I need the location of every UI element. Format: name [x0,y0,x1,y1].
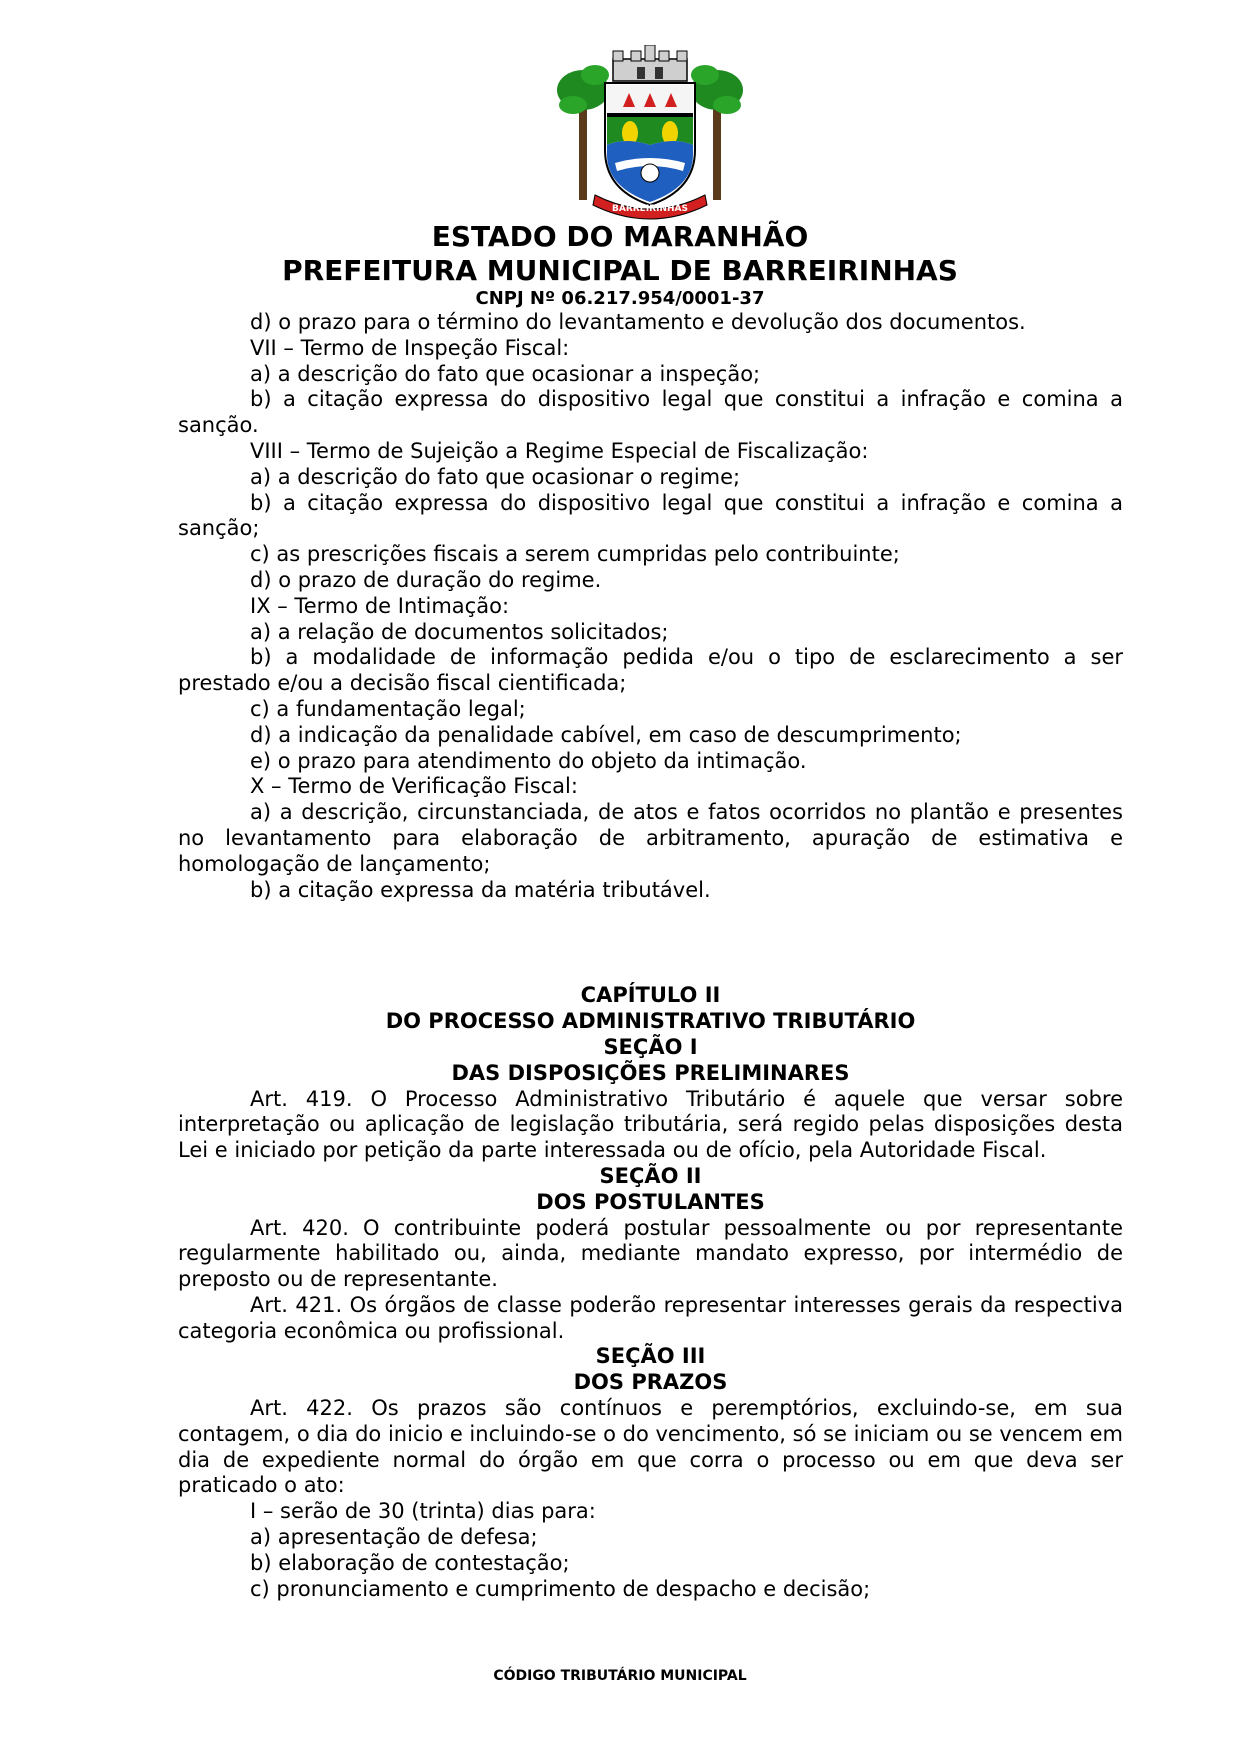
paragraph: X – Termo de Verificação Fiscal: [250,774,578,799]
crown-icon [613,45,687,81]
document-body [178,310,1123,1602]
paragraph: d) o prazo de duração do regime. [250,567,602,592]
section-title: SEÇÃO II [599,1163,702,1188]
paragraph: IX – Termo de Intimação: [250,593,510,618]
paragraph: e) o prazo para atendimento do objeto da intimação. [250,748,807,773]
list-item: b) elaboração de contestação; [250,1550,570,1575]
article-419: Art. 419. O Processo Administrativo Tributário é aquele que versar sobre interpretação ou aplicação de legislação tributária, será regido pelas disposições desta Lei e iniciado por petição da parte interessada ou de ofício, pela Autoridade Fiscal. [178,1086,1123,1163]
spacer [178,903,1123,983]
palm-tree-right [691,65,743,200]
palm-tree-left [557,65,609,200]
article-422: Art. 422. Os prazos são contínuos e peremptórios, excluindo-se, em sua contagem, o dia do inicio e incluindo-se o do vencimento, só se iniciam ou se vencem em dia de expediente normal do órgão em que corra o processo ou em que deva ser praticado o ato: [178,1396,1123,1498]
shield-icon [605,83,695,205]
chapter-subtitle: DO PROCESSO ADMINISTRATIVO TRIBUTÁRIO [385,1009,916,1034]
section-title: SEÇÃO III [595,1344,706,1369]
paragraph: a) a descrição, circunstanciada, de atos e fatos ocorridos no plantão e presentes no levantamento para elaboração de arbitramento, apuração de estimativa e homologação de lançamento; [178,800,1123,876]
paragraph: VII – Termo de Inspeção Fiscal: [250,335,570,360]
section-subtitle: DAS DISPOSIÇÕES PRELIMINARES [451,1060,850,1085]
section-subtitle: DOS POSTULANTES [536,1189,765,1214]
paragraph: b) a citação expressa da matéria tributável. [250,877,711,902]
crest-text: BARREIRINHAS [612,204,688,214]
paragraph: c) as prescrições fiscais a serem cumpridas pelo contribuinte; [250,542,900,567]
municipality-title: PREFEITURA MUNICIPAL DE BARREIRINHAS [282,254,958,287]
article-421: Art. 421. Os órgãos de classe poderão representar interesses gerais da respectiva categoria econômica ou profissional. [178,1292,1123,1343]
page-footer: CÓDIGO TRIBUTÁRIO MUNICIPAL [493,1668,747,1684]
paragraph: b) a citação expressa do dispositivo legal que constitui a infração e comina a sanção; [178,490,1123,541]
paragraph: VIII – Termo de Sujeição a Regime Especial de Fiscalização: [250,438,869,463]
municipal-crest-logo [555,45,745,220]
article-420: Art. 420. O contribuinte poderá postular pessoalmente ou por representante regularmente habilitado ou, ainda, mediante mandato expresso, por intermédio de preposto ou de representante. [178,1215,1123,1292]
paragraph: a) a descrição do fato que ocasionar o regime; [250,464,741,489]
paragraph: b) a modalidade de informação pedida e/ou o tipo de esclarecimento a ser prestado e/ou a decisão fiscal cientificada; [178,645,1123,696]
section-title: SEÇÃO I [603,1034,698,1059]
paragraph: a) a descrição do fato que ocasionar a inspeção; [250,361,761,386]
list-item: I – serão de 30 (trinta) dias para: [250,1499,596,1524]
list-item: c) pronunciamento e cumprimento de despacho e decisão; [250,1576,871,1601]
paragraph: c) a fundamentação legal; [250,696,526,721]
cnpj-line: CNPJ Nº 06.217.954/0001-37 [475,288,765,309]
list-item: a) apresentação de defesa; [250,1525,538,1550]
paragraph: d) a indicação da penalidade cabível, em caso de descumprimento; [250,722,962,747]
paragraph: d) o prazo para o término do levantamento e devolução dos documentos. [250,310,1026,334]
state-title: ESTADO DO MARANHÃO [431,220,809,253]
section-subtitle: DOS PRAZOS [573,1370,728,1395]
chapter-title: CAPÍTULO II [580,983,721,1008]
paragraph: b) a citação expressa do dispositivo legal que constitui a infração e comina a sanção. [178,387,1123,438]
paragraph: a) a relação de documentos solicitados; [250,619,669,644]
